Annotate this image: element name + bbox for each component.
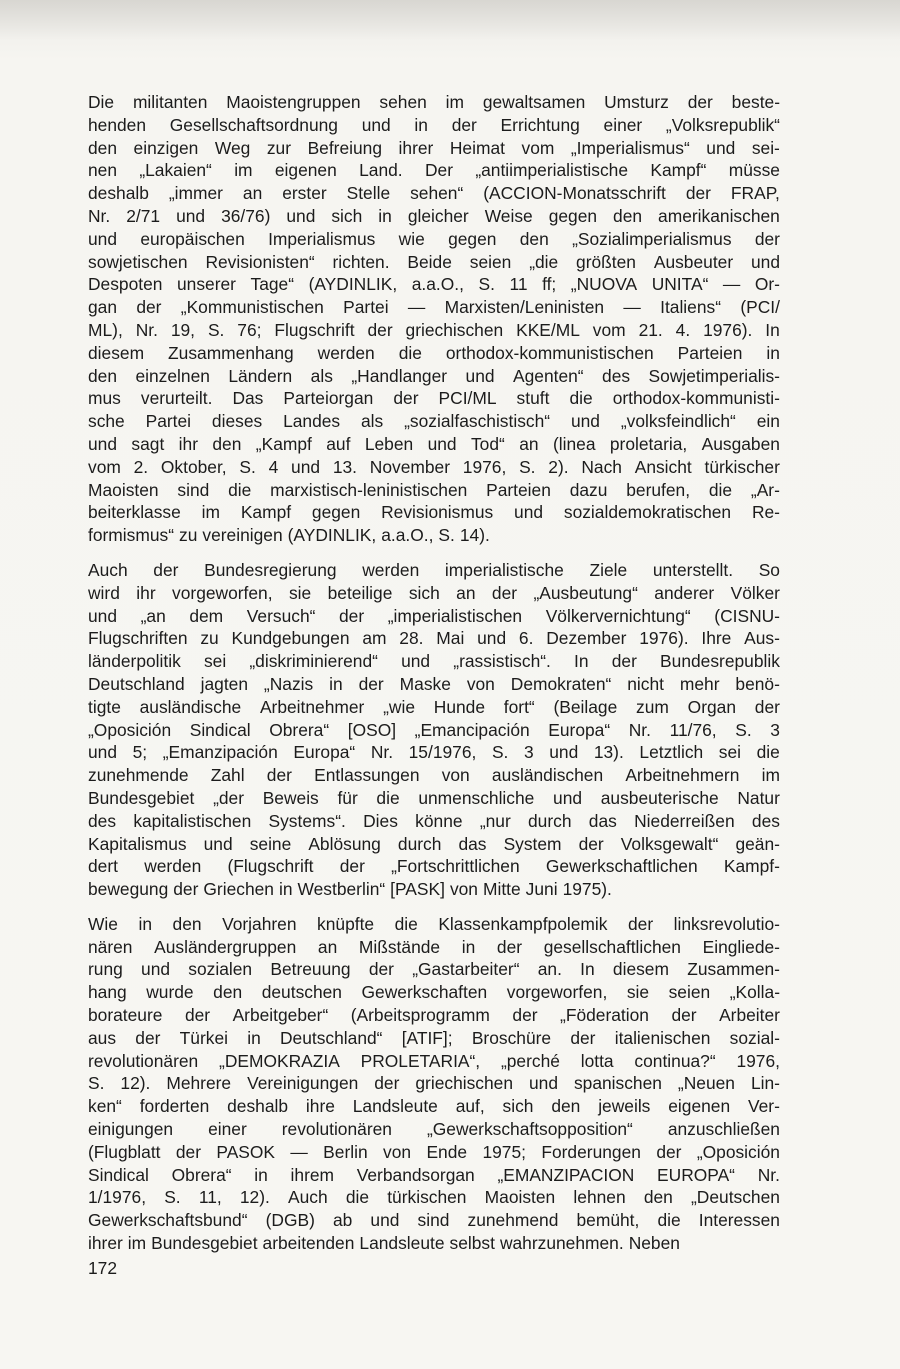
text-line: Flugschriften zu Kundgebungen am 28. Mai und 6. Dezember 1976). Ihre Aus- xyxy=(88,628,780,649)
text-line: Nr. 2/71 und 36/76) und sich in gleicher Weise gegen den amerikanischen xyxy=(88,205,780,226)
text-line: henden Gesellschaftsordnung und in der Errichtung einer „Volksrepublik“ xyxy=(88,114,780,135)
text-line: Sindical Obrera“ in ihrem Verbandsorgan „EMANZIPACION EUROPA“ Nr. xyxy=(88,1164,780,1185)
text-line: den einzigen Weg zur Befreiung ihrer Heimat vom „Imperialismus“ und sei- xyxy=(88,137,780,158)
text-line: deshalb „immer an erster Stelle sehen“ (ACCION-Monatsschrift der FRAP, xyxy=(88,183,780,204)
text-line: und „an dem Versuch“ der „imperialistischen Völkervernichtung“ (CISNU- xyxy=(88,605,780,626)
text-line: formismus“ zu vereinigen (AYDINLIK, a.a.O., S. 14). xyxy=(88,525,490,546)
text-line: nen „Lakaien“ im eigenen Land. Der „antiimperialistische Kampf“ müsse xyxy=(88,160,780,181)
text-line: länderpolitik sei „diskriminierend“ und „rassistisch“. In der Bundesrepublik xyxy=(88,651,780,672)
text-line: hang wurde den deutschen Gewerkschaften vorgeworfen, sie seien „Kolla- xyxy=(88,982,780,1003)
text-line: Gewerkschaftsbund“ (DGB) ab und sind zunehmend bemüht, die Interessen xyxy=(88,1210,780,1231)
text-line: ken“ forderten deshalb ihre Landsleute auf, sich den jeweils eigenen Ver- xyxy=(88,1096,780,1117)
text-line: und 5; „Emanzipación Europa“ Nr. 15/1976, S. 3 und 13). Letztlich sei die xyxy=(88,742,780,763)
text-line: den einzelnen Ländern als „Handlanger und Agenten“ des Sowjetimperialis- xyxy=(88,365,780,386)
text-line: sche Partei dieses Landes als „sozialfaschistisch“ und „volksfeindlich“ ein xyxy=(88,411,780,432)
text-line: und europäischen Imperialismus wie gegen den „Sozialimperialismus der xyxy=(88,228,780,249)
text-line: wird ihr vorgeworfen, sie beteilige sich an der „Ausbeutung“ anderer Völker xyxy=(88,582,780,603)
text-line: Die militanten Maoistengruppen sehen im gewaltsamen Umsturz der beste- xyxy=(88,92,780,112)
text-line: Auch der Bundesregierung werden imperialistische Ziele unterstellt. So xyxy=(88,559,780,580)
text-line: „Oposición Sindical Obrera“ [OSO] „Emancipación Europa“ Nr. 11/76, S. 3 xyxy=(88,719,780,740)
text-line: bewegung der Griechen in Westberlin“ [PASK] von Mitte Juni 1975). xyxy=(88,879,612,900)
scan-top-shadow xyxy=(0,0,900,40)
text-line: ihrer im Bundesgebiet arbeitenden Landsleute selbst wahrzunehmen. Neben xyxy=(88,1233,680,1254)
text-line: des kapitalistischen Systems“. Dies könne „nur durch das Niederreißen des xyxy=(88,810,780,831)
text-line: rung und sozialen Betreuung der „Gastarbeiter“ an. In diesem Zusammen- xyxy=(88,959,780,980)
text-line: 1/1976, S. 11, 12). Auch die türkischen Maoisten lehnen den „Deutschen xyxy=(88,1187,780,1208)
text-line: sowjetischen Revisionisten“ richten. Beide seien „die größten Ausbeuter und xyxy=(88,251,780,272)
paragraph xyxy=(88,559,780,901)
text-line: beiterklasse im Kampf gegen Revisionismus und sozialdemokratischen Re- xyxy=(88,502,780,523)
paragraph xyxy=(88,91,780,547)
text-line: (Flugblatt der PASOK — Berlin von Ende 1975; Forderungen der „Oposición xyxy=(88,1141,780,1162)
text-line: Wie in den Vorjahren knüpfte die Klassenkampfpolemik der linksrevolutio- xyxy=(88,913,780,934)
body-text xyxy=(88,91,780,1255)
text-line: diesem Zusammenhang werden die orthodox-kommunistischen Parteien in xyxy=(88,342,780,363)
paragraph-gap xyxy=(88,901,780,913)
text-line: nären Ausländergruppen an Mißstände in der gesellschaftlichen Eingliede- xyxy=(88,936,780,957)
text-line: tigte ausländische Arbeitnehmer „wie Hunde fort“ (Beilage zum Organ der xyxy=(88,696,780,717)
paragraph-gap xyxy=(88,547,780,559)
text-line: dert werden (Flugschrift der „Fortschrittlichen Gewerkschaftlichen Kampf- xyxy=(88,856,780,877)
text-line: Despoten unserer Tage“ (AYDINLIK, a.a.O., S. 11 ff; „NUOVA UNITA“ — Or- xyxy=(88,274,780,295)
text-line: vom 2. Oktober, S. 4 und 13. November 1976, S. 2). Nach Ansicht türkischer xyxy=(88,456,780,477)
page-number: 172 xyxy=(88,1258,118,1278)
text-line: mus verurteilt. Das Parteiorgan der PCI/ML stuft die orthodox-kommunisti- xyxy=(88,388,780,409)
text-line: und sagt ihr den „Kampf auf Leben und Tod“ an (linea proletaria, Ausgaben xyxy=(88,433,780,454)
text-line: gan der „Kommunistischen Partei — Marxisten/Leninisten — Italiens“ (PCI/ xyxy=(88,297,780,318)
text-line: Deutschland jagten „Nazis in der Maske von Demokraten“ nicht mehr benö- xyxy=(88,673,780,694)
text-line: Kapitalismus und seine Ablösung durch das System der Volksgewalt“ geän- xyxy=(88,833,780,854)
text-line: ML), Nr. 19, S. 76; Flugschrift der griechischen KKE/ML vom 21. 4. 1976). In xyxy=(88,319,780,340)
text-line: einigungen einer revolutionären „Gewerkschaftsopposition“ anzuschließen xyxy=(88,1119,780,1140)
text-line: Maoisten sind die marxistisch-leninistischen Parteien dazu berufen, die „Ar- xyxy=(88,479,780,500)
text-line: S. 12). Mehrere Vereinigungen der griechischen und spanischen „Neuen Lin- xyxy=(88,1073,780,1094)
text-line: aus der Türkei in Deutschland“ [ATIF]; Broschüre der italienischen sozial- xyxy=(88,1027,780,1048)
text-line: Bundesgebiet „der Beweis für die unmenschliche und ausbeuterische Natur xyxy=(88,787,780,808)
text-line: borateure der Arbeitgeber“ (Arbeitsprogramm der „Föderation der Arbeiter xyxy=(88,1005,780,1026)
paragraph xyxy=(88,913,780,1255)
text-line: revolutionären „DEMOKRAZIA PROLETARIA“, „perché lotta continua?“ 1976, xyxy=(88,1050,780,1071)
text-line: zunehmende Zahl der Entlassungen von ausländischen Arbeitnehmern im xyxy=(88,765,780,786)
